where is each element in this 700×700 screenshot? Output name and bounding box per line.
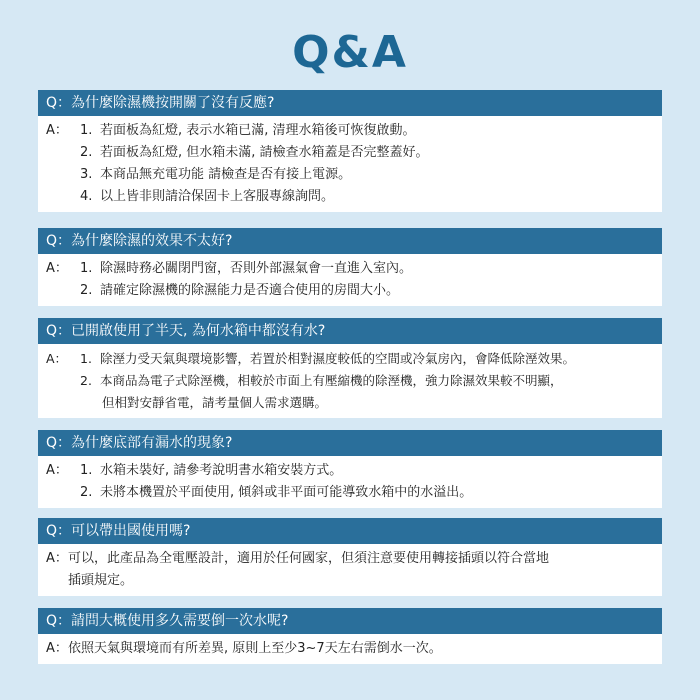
answer-text: 除溼力受天氣與環境影響，若置於相對濕度較低的空間或冷氣房內，會降低除溼效果。 [100,351,576,366]
answer-row [46,258,662,280]
faq-item [38,318,662,418]
a-prefix: A： [46,123,68,138]
answer-row [46,186,662,208]
answer-box [38,544,662,596]
faq-item [38,430,662,508]
answer-box [38,116,662,212]
question-text: 為什麼除濕的效果不太好? [71,233,233,249]
question-bar [38,608,662,634]
q-prefix: Q： [46,523,72,539]
answer-text: 若面板為紅燈, 但水箱未滿, 請檢查水箱蓋是否完整蓋好。 [100,145,429,160]
answer-row [46,280,662,302]
answer-text: 水箱未裝好, 請參考說明書水箱安裝方式。 [100,463,343,478]
answer-number: 1. [80,261,93,276]
answer-row [46,482,662,504]
question-text: 為什麼除濕機按開關了沒有反應? [71,95,275,111]
answer-text: 本商品為電子式除溼機，相較於市面上有壓縮機的除溼機，強力除濕效果較不明顯， [100,373,563,388]
answer-box [38,254,662,306]
answer-row [46,142,662,164]
answer-row [46,460,662,482]
answer-box [38,344,662,418]
answer-text: 依照天氣與環境而有所差異, 原則上至少3~7天左右需倒水一次。 [68,641,442,656]
answer-text: 插頭規定。 [68,573,134,588]
answer-box [38,456,662,508]
answer-text: 未將本機置於平面使用, 傾斜或非平面可能導致水箱中的水溢出。 [100,485,473,500]
answer-row [46,638,662,660]
question-bar [38,518,662,544]
question-text: 可以帶出國使用嗎? [71,523,191,539]
question-text: 請問大概使用多久需要倒一次水呢? [71,613,289,629]
answer-number: 1. [80,463,93,478]
faq-item [38,90,662,212]
q-prefix: Q： [46,95,72,111]
page-title: Q&A [292,27,408,78]
answer-row [46,164,662,186]
answer-row [46,120,662,142]
answer-number: 1. [80,351,92,366]
q-prefix: Q： [46,233,72,249]
answer-row [46,548,662,570]
a-prefix: A： [46,463,68,478]
faq-item [38,518,662,596]
answer-text: 若面板為紅燈, 表示水箱已滿, 清理水箱後可恢復啟動。 [100,123,416,138]
a-prefix: A： [46,551,68,566]
answer-number: 2. [80,283,93,298]
answer-text: 請確定除濕機的除濕能力是否適合使用的房間大小。 [100,283,400,298]
question-bar [38,228,662,254]
question-text: 已開啟使用了半天, 為何水箱中都沒有水? [71,323,326,339]
a-prefix: A： [46,641,68,656]
answer-text: 但相對安靜省電，請考量個人需求選購。 [102,395,328,410]
answer-number: 1. [80,123,93,138]
answer-row [46,570,662,592]
question-text: 為什麼底部有漏水的現象? [71,435,233,451]
a-prefix: A： [46,351,68,366]
question-bar [38,430,662,456]
question-bar [38,90,662,116]
answer-number: 2. [80,485,93,500]
a-prefix: A： [46,261,68,276]
answer-row [46,370,662,392]
q-prefix: Q： [46,435,72,451]
answer-number: 2. [80,145,93,160]
answer-row [46,348,662,370]
answer-number: 2. [80,373,92,388]
answer-box [38,634,662,664]
faq-item [38,228,662,306]
answer-text: 以上皆非則請洽保固卡上客服專線詢問。 [100,189,335,204]
answer-text: 除濕時務必關閉門窗，否則外部濕氣會一直進入室內。 [100,261,413,276]
answer-number: 3. [80,167,93,182]
q-prefix: Q： [46,323,72,339]
answer-text: 可以，此產品為全電壓設計，適用於任何國家，但須注意要使用轉接插頭以符合當地 [68,551,550,566]
answer-text: 本商品無充電功能 請檢查是否有接上電源。 [100,167,352,182]
question-bar [38,318,662,344]
q-prefix: Q： [46,613,72,629]
answer-row [46,392,662,414]
answer-number: 4. [80,189,93,204]
faq-item [38,608,662,664]
